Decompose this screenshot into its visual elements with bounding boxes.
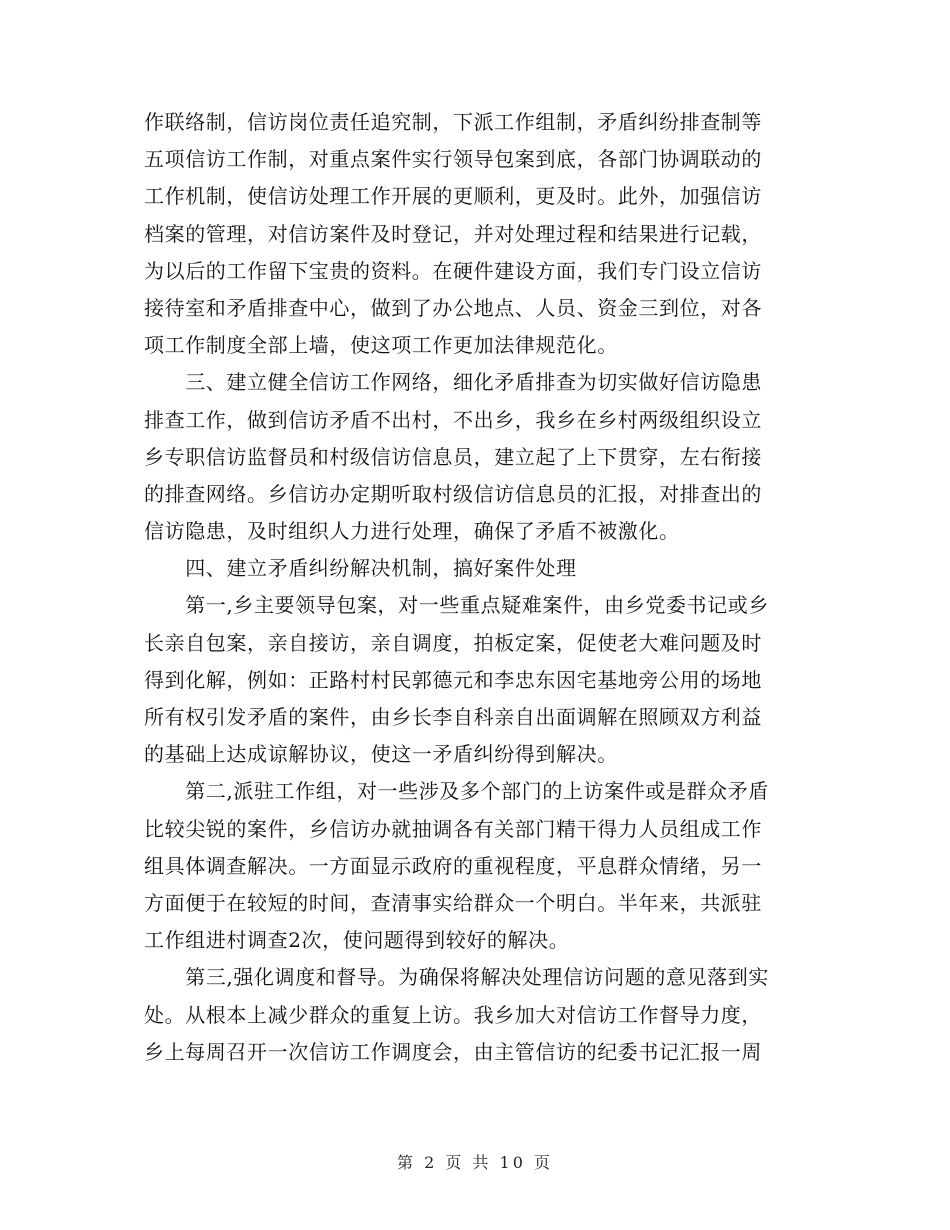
text-line: 档案的管理，对信访案件及时登记，并对处理过程和结果进行记载， — [144, 221, 762, 246]
text-line: 方面便于在较短的时间，查清事实给群众一个明白。半年来，共派驻 — [144, 890, 762, 915]
text-line: 得到化解，例如：正路村村民郭德元和李忠东因宅基地旁公用的场地 — [144, 667, 762, 692]
text-line: 比较尖锐的案件，乡信访办就抽调各有关部门精干得力人员组成工作 — [144, 816, 762, 841]
text-line: 排查工作，做到信访矛盾不出村，不出乡，我乡在乡村两级组织设立 — [144, 407, 762, 432]
text-line: 乡专职信访监督员和村级信访信息员，建立起了上下贯穿，左右衔接 — [144, 444, 762, 469]
text-line: 乡上每周召开一次信访工作调度会，由主管信访的纪委书记汇报一周 — [144, 1039, 762, 1064]
text-line: 为以后的工作留下宝贵的资料。在硬件建设方面，我们专门设立信访 — [144, 258, 762, 283]
text-line: 的排查网络。乡信访办定期听取村级信访信息员的汇报，对排查出的 — [144, 481, 762, 506]
text-line: 长亲自包案，亲自接访，亲自调度，拍板定案，促使老大难问题及时 — [144, 630, 762, 655]
text-line: 所有权引发矛盾的案件，由乡长李自科亲自出面调解在照顾双方利益 — [144, 705, 762, 729]
section-heading: 四、建立矛盾纠纷解决机制，搞好案件处理 — [144, 556, 577, 581]
document-body — [144, 104, 804, 1071]
text-line: 三、建立健全信访工作网络，细化矛盾排查为切实做好信访隐患 — [144, 370, 762, 395]
text-line: 信访隐患，及时组织人力进行处理，确保了矛盾不被激化。 — [144, 519, 680, 544]
text-line: 接待室和矛盾排查中心，做到了办公地点、人员、资金三到位，对各 — [144, 295, 762, 320]
text-line: 五项信访工作制，对重点案件实行领导包案到底，各部门协调联动的 — [144, 147, 762, 172]
text-line: 第二,派驻工作组，对一些涉及多个部门的上访案件或是群众矛盾 — [144, 779, 769, 804]
text-line: 第一,乡主要领导包案，对一些重点疑难案件，由乡党委书记或乡 — [144, 593, 769, 618]
text-line: 第三,强化调度和督导。为确保将解决处理信访问题的意见落到实 — [144, 965, 769, 990]
page-number-footer: 第 2 页 共 10 页 — [397, 1153, 553, 1172]
text-line: 处。从根本上减少群众的重复上访。我乡加大对信访工作督导力度， — [144, 1002, 762, 1027]
text-line: 的基础上达成谅解协议，使这一矛盾纠纷得到解决。 — [144, 742, 618, 767]
text-line: 作联络制，信访岗位责任追究制，下派工作组制，矛盾纠纷排查制等 — [144, 110, 762, 134]
text-line: 组具体调查解决。一方面显示政府的重视程度，平息群众情绪，另一 — [144, 853, 762, 878]
text-line: 项工作制度全部上墙，使这项工作更加法律规范化。 — [144, 333, 618, 358]
text-line: 工作机制，使信访处理工作开展的更顺利，更及时。此外，加强信访 — [144, 184, 762, 209]
text-line: 工作组进村调查2次，使问题得到较好的解决。 — [144, 928, 570, 953]
